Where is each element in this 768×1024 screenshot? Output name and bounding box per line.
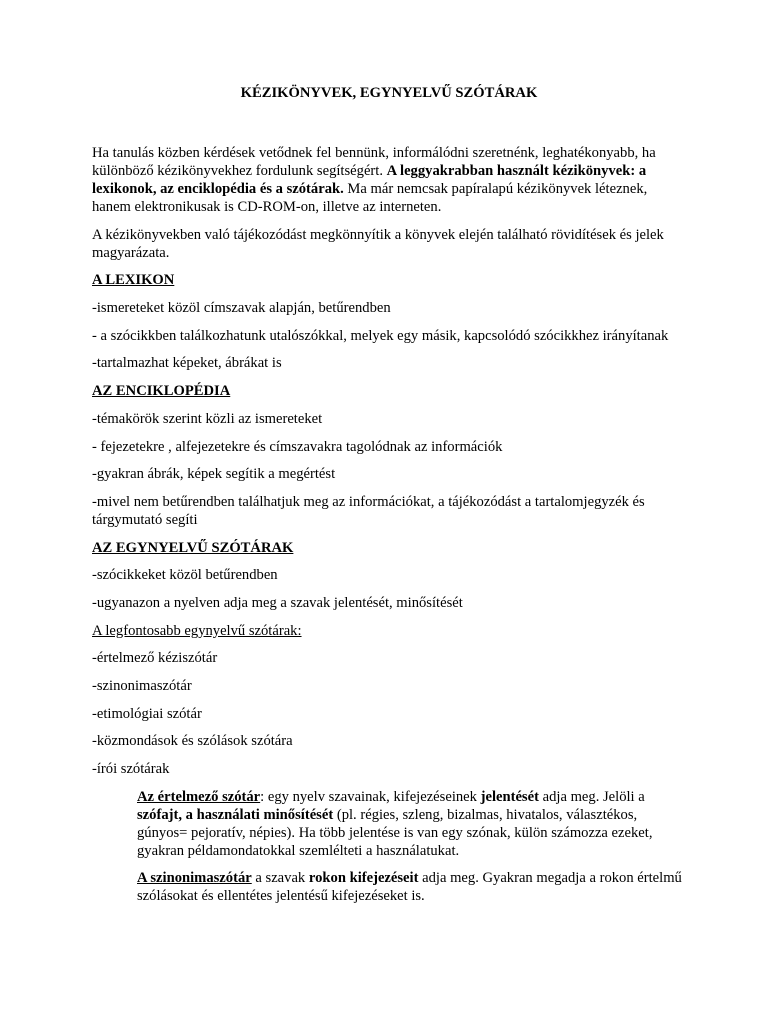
intro-paragraph: [92, 144, 682, 216]
list-item: - fejezetekre , alfejezetekre és címszavakra tagolódnak az információk: [92, 438, 503, 455]
page-title: KÉZIKÖNYVEK, EGYNYELVŰ SZÓTÁRAK: [240, 85, 538, 101]
szinonima-text-2: adja meg. Gyakran megadja a rokon értelmű szólásokat és ellentétes jelentésű kifejezéseket is.: [137, 870, 682, 905]
ertelmezo-text-1: : egy nyelv szavainak, kifejezéseinek: [260, 788, 477, 805]
szinonima-text-1: a szavak: [255, 870, 306, 887]
ertelmezo-paragraph: [137, 788, 682, 860]
ertelmezo-term: Az értelmező szótár: [137, 788, 261, 805]
list-item: -ismereteket közöl címszavak alapján, betűrendben: [92, 300, 391, 317]
intro-paragraph-2: A kézikönyvekben való tájékozódást megkönnyítik a könyvek elején található rövidítések és jelek magyarázata.: [92, 226, 664, 261]
subheading-szotarak: A legfontosabb egynyelvű szótárak:: [92, 622, 302, 639]
szinonima-term: A szinonimaszótár: [137, 870, 252, 887]
list-item: -mivel nem betűrendben találhatjuk meg az információkat, a tájékozódást a tartalomjegyzék és tárgymutató segíti: [92, 493, 645, 528]
szinonima-paragraph: [137, 869, 682, 905]
list-item: -közmondások és szólások szótára: [92, 733, 293, 750]
list-item: -szócikkeket közöl betűrendben: [92, 567, 278, 584]
section-heading-lexikon: A LEXIKON: [92, 272, 175, 289]
list-item: -írói szótárak: [92, 761, 170, 778]
list-item: -gyakran ábrák, képek segítik a megértést: [92, 466, 336, 483]
section-heading-szotarak: AZ EGYNYELVŰ SZÓTÁRAK: [92, 539, 294, 556]
section-heading-enciklopedia: AZ ENCIKLOPÉDIA: [92, 383, 231, 400]
ertelmezo-text-3: (pl. régies, szleng, bizalmas, hivatalos, választékos, gúnyos= pejoratív, népies). Ha több jelentése is van egy szónak, külön számozza ezeket, gyakran példamondatokkal szemlélteti a használatukat.: [137, 806, 653, 859]
list-item: - a szócikkben találkozhatunk utalószókkal, melyek egy másik, kapcsolódó szócikkhez irányítanak: [92, 327, 669, 344]
intro-tail-text: Ma már nemcsak papíralapú kézikönyvek léteznek, hanem elektronikusak is CD-ROM-on, illetve az interneten.: [92, 181, 648, 215]
intro-text: Ha tanulás közben kérdések vetődnek fel bennünk, informálódni szeretnénk, leghatékonyabb, ha különböző kézikönyvekhez fordulunk segítségért.: [92, 145, 656, 179]
list-item: -szinonimaszótár: [92, 678, 192, 694]
list-item: -témakörök szerint közli az ismereteket: [92, 410, 323, 427]
list-item: -ugyanazon a nyelven adja meg a szavak jelentését, minősítését: [92, 594, 463, 611]
document-body: [92, 84, 682, 915]
list-item: -etimológiai szótár: [92, 705, 202, 722]
szinonima-bold-1: rokon kifejezéseit: [308, 870, 419, 887]
ertelmezo-bold-1: jelentését: [480, 788, 539, 805]
intro-bold-text: A leggyakrabban használt kézikönyvek: a lexikonok, az enciklopédia és a szótárak.: [92, 163, 647, 197]
ertelmezo-text-2: adja meg. Jelöli a: [542, 788, 645, 805]
list-item: -értelmező kéziszótár: [92, 650, 218, 667]
ertelmezo-bold-2: szófajt, a használati minősítését: [137, 806, 334, 823]
list-item: -tartalmazhat képeket, ábrákat is: [92, 355, 282, 372]
